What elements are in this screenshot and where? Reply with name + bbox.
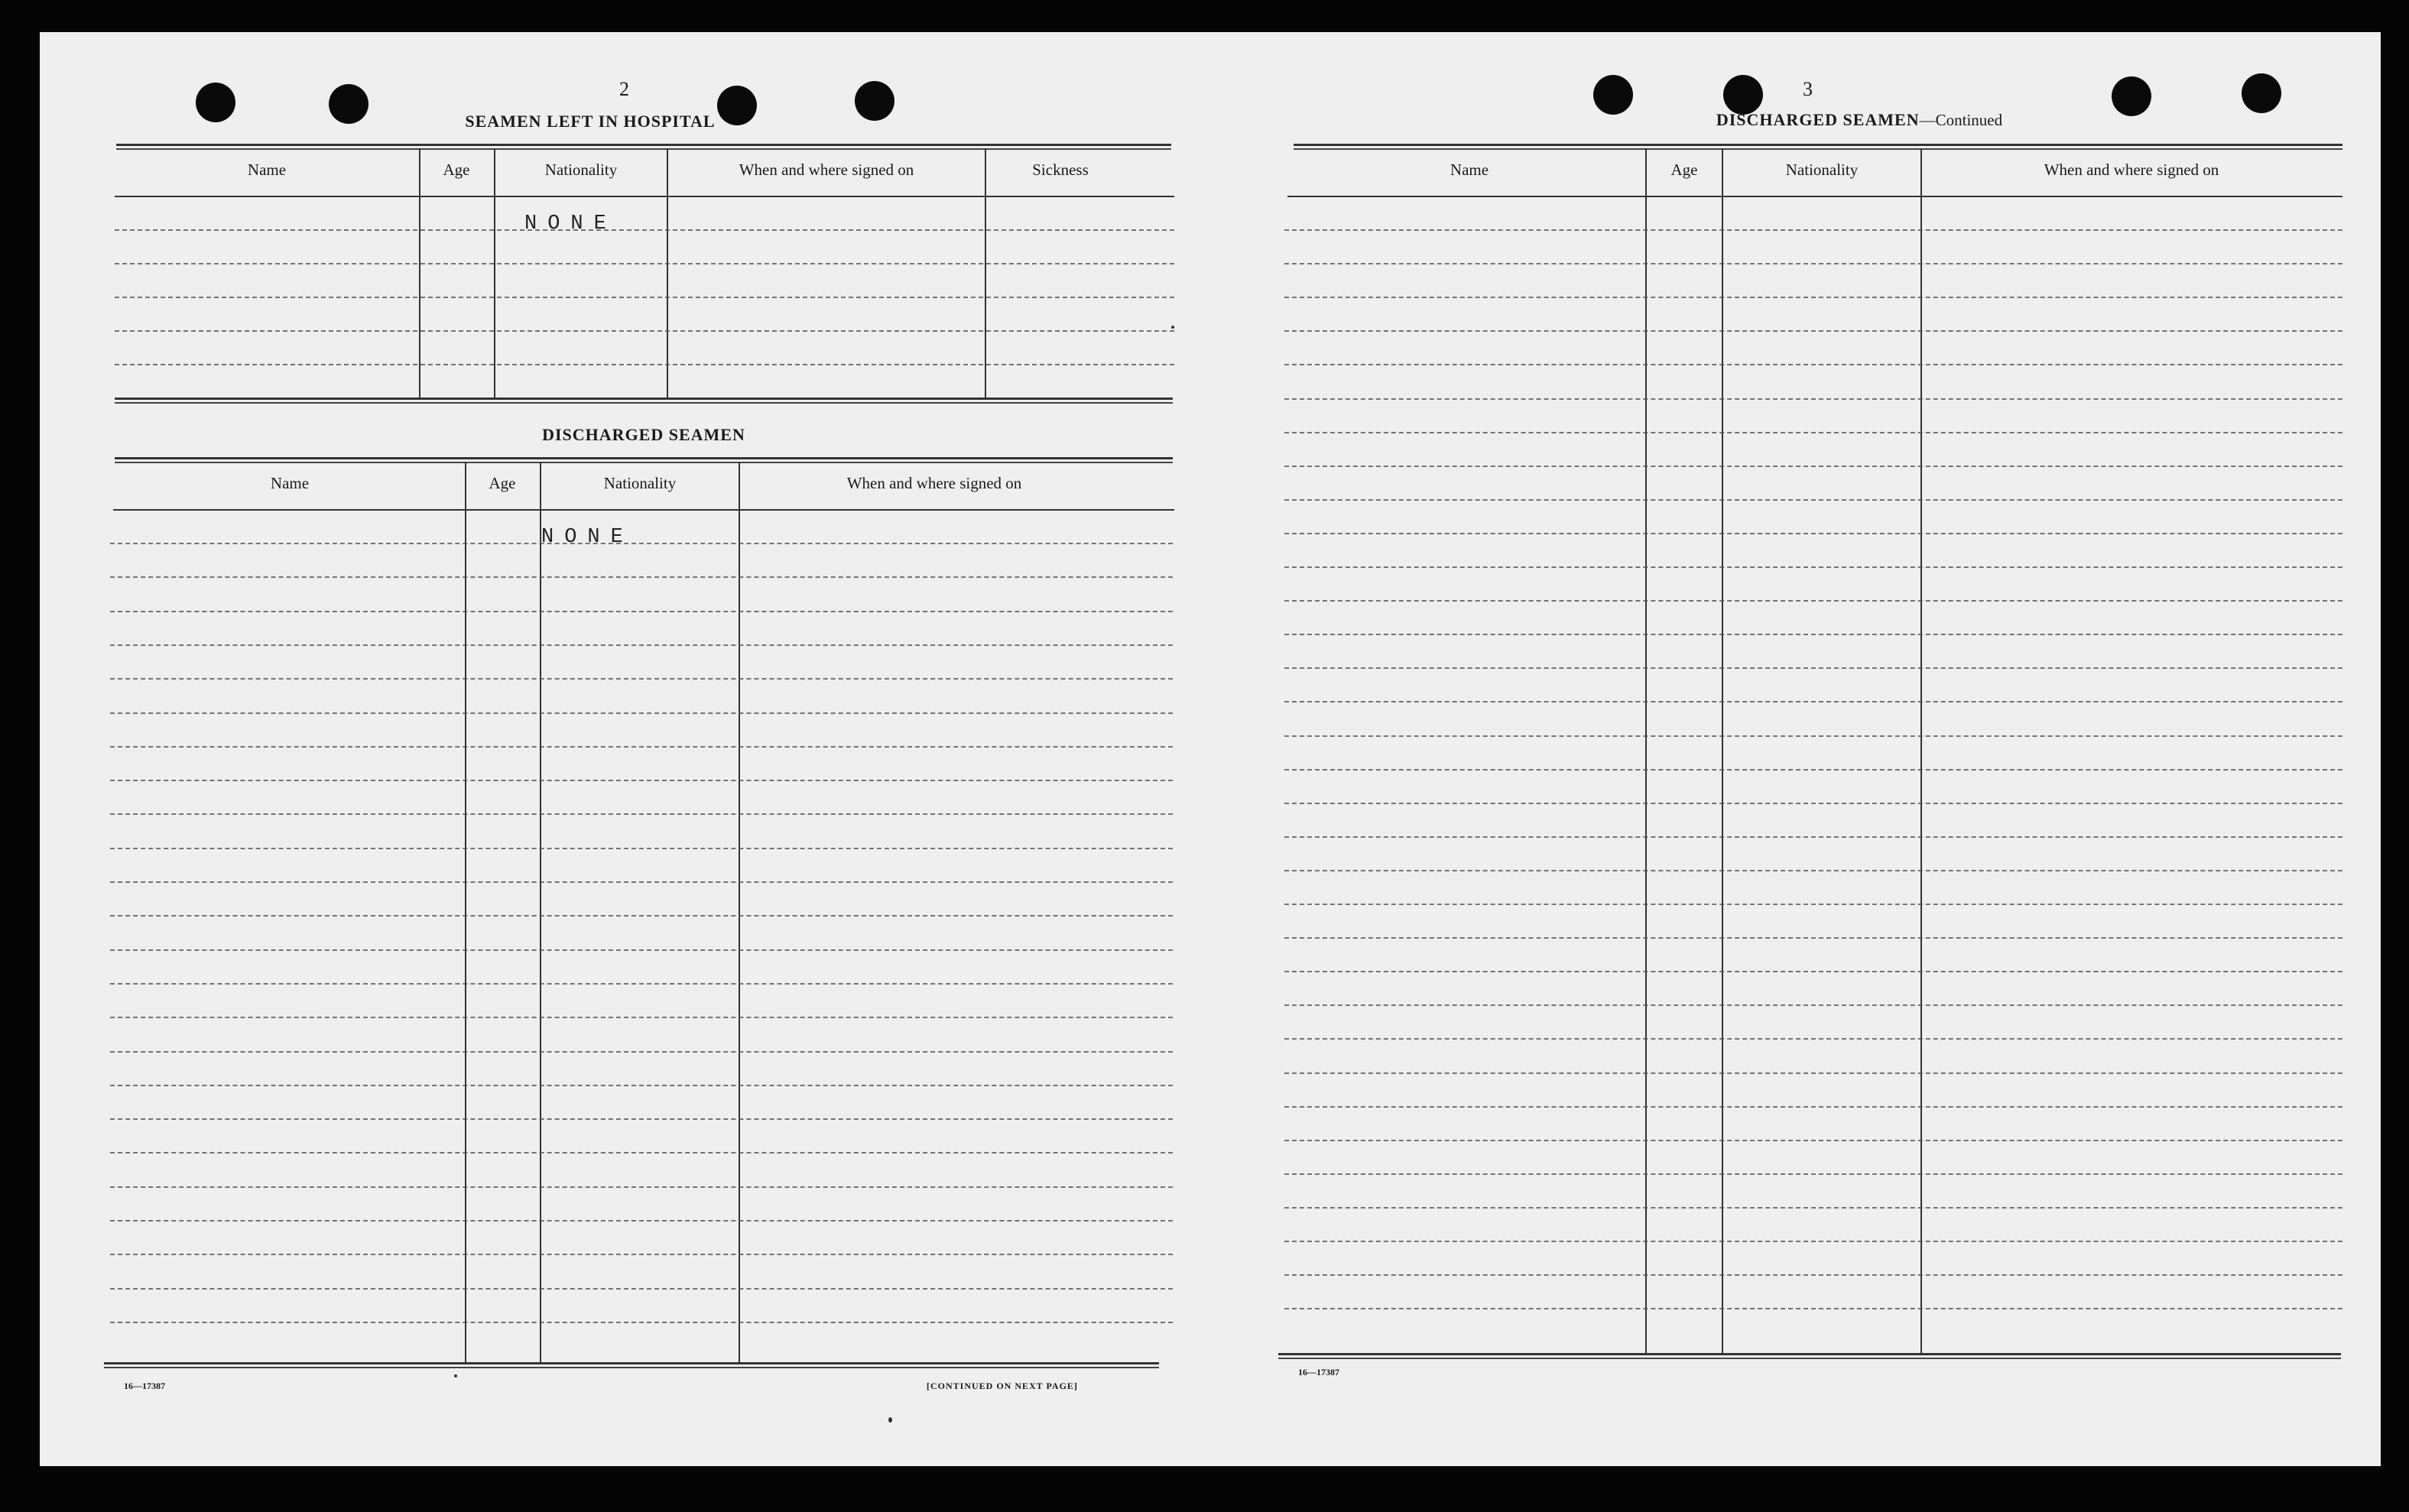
table-row-line: [110, 644, 1173, 646]
discharged-table-top-rule: [115, 457, 1173, 463]
hospital-row-line: [115, 330, 1174, 332]
table-row-line: [110, 1186, 1173, 1188]
punch-hole: [2242, 73, 2281, 113]
table-row-line: [1284, 971, 2342, 972]
punch-hole: [1723, 75, 1763, 115]
table-row-line: [1284, 432, 2342, 433]
table-row-line: [110, 543, 1173, 544]
table-row-line: [110, 1220, 1173, 1222]
table-row-line: [110, 915, 1173, 917]
table-row-line: [1284, 667, 2342, 669]
hospital-row-line: [115, 229, 1174, 231]
discharged-continued-title: [1599, 110, 2119, 130]
hospital-row-line: [115, 263, 1174, 264]
table-row-line: [1284, 1004, 2342, 1006]
table-row-line: [1284, 1140, 2342, 1141]
continued-table-top-rule: [1294, 144, 2342, 150]
table-row-line: [1284, 600, 2342, 602]
table-row-line: [1284, 263, 2342, 264]
discharged-divider: [540, 462, 541, 1362]
hospital-table-bottom-rule: [115, 397, 1173, 404]
table-row-line: [1284, 904, 2342, 905]
table-row-line: [110, 848, 1173, 849]
table-row-line: [110, 1322, 1173, 1323]
discharged-col-age: Age: [489, 474, 516, 492]
hospital-col-signed-on: When and where signed on: [739, 161, 914, 179]
form-sheet: [40, 32, 2381, 1466]
hospital-col-age: Age: [443, 161, 470, 179]
continued-table-bottom-rule: [1278, 1353, 2341, 1359]
discharged-table-bottom-rule: [104, 1362, 1159, 1368]
table-row-line: [1284, 1038, 2342, 1040]
table-row-line: [1284, 566, 2342, 568]
table-row-line: [110, 712, 1173, 714]
table-row-line: [110, 1118, 1173, 1120]
table-row-line: [1284, 937, 2342, 939]
table-row-line: [1284, 364, 2342, 365]
table-row-line: [1284, 1173, 2342, 1175]
discharged-continued-title-suffix: —Continued: [1919, 111, 2003, 129]
discharged-table-header-rule: [113, 509, 1174, 511]
table-row-line: [1284, 1274, 2342, 1276]
table-row-line: [1284, 634, 2342, 635]
table-row-line: [110, 678, 1173, 680]
page-number-left: 2: [619, 78, 629, 100]
continued-col-age: Age: [1670, 161, 1698, 179]
hospital-section-title: SEAMEN LEFT IN HOSPITAL: [465, 112, 716, 131]
hospital-table-header-rule: [115, 196, 1174, 197]
hospital-table-top-rule: [116, 144, 1171, 150]
hospital-none-entry: NONE: [524, 213, 617, 235]
form-code-left: 16—17387: [124, 1381, 165, 1391]
page-number-right: 3: [1803, 78, 1813, 100]
scan-speck: [888, 1417, 892, 1423]
table-row-line: [110, 1254, 1173, 1255]
continued-table-header-rule: [1287, 196, 2342, 197]
table-row-line: [1284, 466, 2342, 467]
form-code-right: 16—17387: [1298, 1367, 1339, 1377]
table-row-line: [1284, 1308, 2342, 1309]
table-row-line: [1284, 297, 2342, 298]
discharged-none-entry: NONE: [541, 526, 634, 549]
hospital-divider: [667, 148, 668, 399]
table-row-line: [110, 983, 1173, 985]
table-row-line: [110, 611, 1173, 612]
table-row-line: [110, 1085, 1173, 1086]
scan-speck: [1171, 326, 1174, 329]
continued-divider: [1722, 148, 1723, 1353]
discharged-col-nationality: Nationality: [603, 474, 677, 492]
discharged-col-signed-on: When and where signed on: [846, 474, 1022, 492]
table-row-line: [1284, 229, 2342, 231]
table-row-line: [1284, 1106, 2342, 1108]
table-row-line: [1284, 803, 2342, 804]
table-row-line: [1284, 1072, 2342, 1074]
hospital-row-line: [115, 364, 1174, 365]
table-row-line: [110, 949, 1173, 951]
table-row-line: [1284, 398, 2342, 400]
punch-hole: [855, 81, 894, 121]
discharged-divider: [465, 462, 466, 1362]
table-row-line: [110, 881, 1173, 883]
table-row-line: [110, 1288, 1173, 1290]
discharged-col-name: Name: [270, 474, 310, 492]
table-row-line: [1284, 735, 2342, 737]
continued-col-nationality: Nationality: [1785, 161, 1859, 179]
discharged-divider: [739, 462, 740, 1362]
table-row-line: [110, 780, 1173, 781]
table-row-line: [1284, 870, 2342, 871]
continued-col-signed-on: When and where signed on: [2044, 161, 2219, 179]
table-row-line: [1284, 1207, 2342, 1209]
table-row-line: [1284, 701, 2342, 702]
scan-speck: [454, 1374, 457, 1377]
table-row-line: [1284, 769, 2342, 771]
table-row-line: [1284, 1241, 2342, 1242]
hospital-divider: [985, 148, 986, 399]
discharged-continued-title-main: DISCHARGED SEAMEN: [1716, 110, 1920, 129]
table-row-line: [110, 1051, 1173, 1053]
hospital-col-name: Name: [247, 161, 287, 179]
table-row-line: [110, 1152, 1173, 1153]
punch-hole: [196, 83, 235, 122]
continued-divider: [1920, 148, 1922, 1353]
punch-hole: [1593, 75, 1633, 115]
hospital-divider: [494, 148, 495, 399]
continued-note: [CONTINUED ON NEXT PAGE]: [927, 1381, 1078, 1391]
table-row-line: [1284, 836, 2342, 838]
continued-divider: [1645, 148, 1647, 1353]
hospital-divider: [419, 148, 420, 399]
table-row-line: [110, 813, 1173, 815]
table-row-line: [110, 746, 1173, 748]
table-row-line: [110, 576, 1173, 578]
table-row-line: [110, 1017, 1173, 1018]
continued-col-name: Name: [1450, 161, 1489, 179]
discharged-section-title: DISCHARGED SEAMEN: [542, 425, 745, 444]
hospital-col-nationality: Nationality: [544, 161, 618, 179]
hospital-col-sickness: Sickness: [1032, 161, 1089, 179]
table-row-line: [1284, 499, 2342, 501]
table-row-line: [1284, 533, 2342, 534]
table-row-line: [1284, 330, 2342, 332]
hospital-row-line: [115, 297, 1174, 298]
